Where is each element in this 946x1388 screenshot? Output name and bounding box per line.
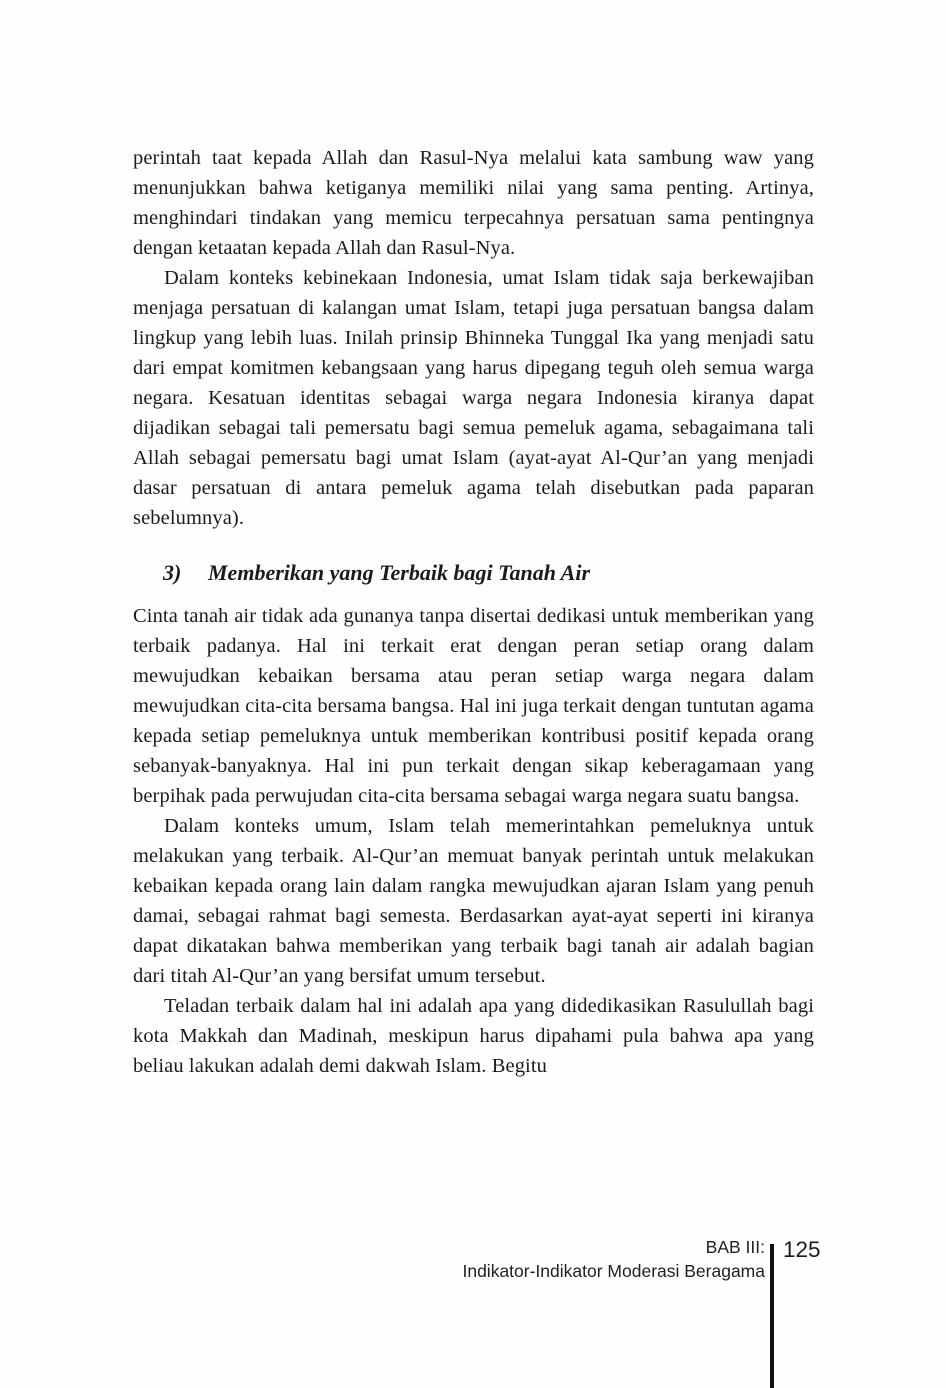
chapter-label: BAB III: [705,1237,765,1257]
paragraph-cinta-tanah-air: Cinta tanah air tidak ada gunanya tanpa disertai dedikasi untuk memberikan yang terbaik padanya. Hal ini terkait erat dengan peran setiap orang dalam mewujudkan kebaikan bersama atau peran setiap warga negara dalam mewujudkan cita-cita bersama bangsa. Hal ini juga terkait dengan tuntutan agama kepada setiap pemeluknya untuk memberikan kontribusi positif kepada orang sebanyak-banyaknya. Hal ini pun terkait dengan sikap keberagamaan yang berpihak pada perwujudan cita-cita bersama sebagai warga negara suatu bangsa. [133,605,814,807]
subsection-heading [133,558,814,588]
chapter-title: Indikator-Indikator Moderasi Beragama [462,1260,765,1281]
subsection-title: Memberikan yang Terbaik bagi Tanah Air [208,560,591,585]
page-body [133,143,814,1081]
paragraph-continuation: perintah taat kepada Allah dan Rasul-Nya melalui kata sambung waw yang menunjukkan bahwa ketiganya memiliki nilai yang sama penting. Artinya, menghindari tindakan yang memicu terpecahnya persatuan sama pentingnya dengan ketaatan kepada Allah dan Rasul-Nya. [133,147,814,259]
footer-divider-bar [770,1244,774,1388]
subsection-number: 3) [163,560,182,585]
paragraph-teladan-terbaik: Teladan terbaik dalam hal ini adalah apa yang didedikasikan Rasulullah bagi kota Makkah dan Madinah, meskipun harus dipahami pula bahwa apa yang beliau lakukan adalah demi dakwah Islam. Begitu [133,995,814,1077]
paragraph-kebinekaan: Dalam konteks kebinekaan Indonesia, umat Islam tidak saja berkewajiban menjaga persatuan di kalangan umat Islam, tetapi juga persatuan bangsa dalam lingkup yang lebih luas. Inilah prinsip Bhinneka Tunggal Ika yang menjadi satu dari empat komitmen kebangsaan yang harus dipegang teguh oleh semua warga negara. Kesatuan identitas sebagai warga negara Indonesia kiranya dapat dijadikan sebagai tali pemersatu bagi semua pemeluk agama, sebagaimana tali Allah sebagai pemersatu bagi umat Islam (ayat-ayat Al-Qur’an yang menjadi dasar persatuan di antara pemeluk agama telah disebutkan pada paparan sebelumnya). [133,267,814,529]
page-number: 125 [783,1237,821,1262]
paragraph-konteks-umum: Dalam konteks umum, Islam telah memerintahkan pemeluknya untuk melakukan yang terbaik. Al-Qur’an memuat banyak perintah untuk melakukan kebaikan kepada orang lain dalam rangka mewujudkan ajaran Islam yang penuh damai, sebagai rahmat bagi semesta. Berdasarkan ayat-ayat seperti ini kiranya dapat dikatakan bahwa memberikan yang terbaik bagi tanah air adalah bagian dari titah Al-Qur’an yang bersifat umum tersebut. [133,815,814,987]
running-footer-chapter [462,1236,765,1283]
